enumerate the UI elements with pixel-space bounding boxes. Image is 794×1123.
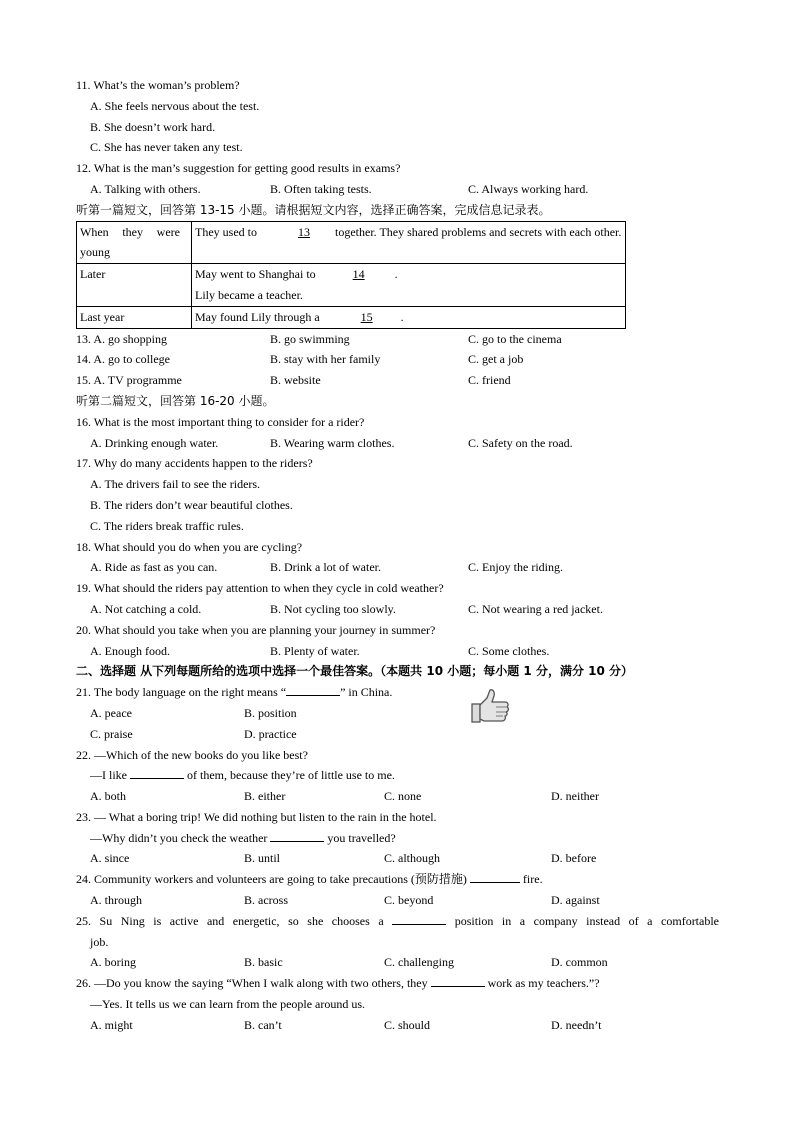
q26-blank[interactable] [431, 986, 485, 987]
q21-options-row1 [76, 703, 726, 724]
q16-options [76, 433, 726, 454]
q11-option-a[interactable]: A. She feels nervous about the test. [90, 98, 260, 113]
q24-option-d[interactable]: D. against [551, 893, 600, 908]
q20-option-a[interactable]: A. Enough food. [90, 643, 170, 658]
question-11-stem: 11. What’s the woman’s problem? [76, 78, 240, 92]
q26-post: work as my teachers.”? [487, 976, 600, 991]
question-17-stem: 17. Why do many accidents happen to the riders? [76, 456, 313, 471]
question-22-stem: 22. —Which of the new books do you like best? [76, 747, 308, 762]
q22-pre: —I like [90, 768, 127, 783]
passage-1-intro: 听第一篇短文，回答第 13-15 小题。请根据短文内容，选择正确答案，完成信息记录表。 [76, 202, 551, 217]
q17-option-c[interactable]: C. The riders break traffic rules. [90, 518, 244, 533]
q23-option-a[interactable]: A. since [90, 851, 130, 866]
q21-stem-post: ” in China. [340, 685, 393, 700]
q12-options [76, 179, 726, 200]
q15-option-a[interactable]: 15. A. TV programme [76, 373, 182, 388]
q21-option-d[interactable]: D. practice [244, 726, 297, 741]
section-2-header: 二、选择题 从下列每题所给的选项中选择一个最佳答案。（本题共 10 小题；每小题 1 分，满分 10 分） [76, 664, 633, 679]
row1-post: together. They shared problems and secrets with each other. [335, 224, 622, 239]
q18-option-b[interactable]: B. Drink a lot of water. [270, 560, 381, 575]
q16-option-b[interactable]: B. Wearing warm clothes. [270, 435, 395, 450]
blank-15[interactable]: 15 [360, 309, 373, 324]
row3-line: May found Lily through a 15 . [195, 307, 622, 328]
question-25-line2: job. [90, 934, 109, 949]
row2-line1: May went to Shanghai to 14 . [195, 264, 622, 285]
row2-pre: May went to Shanghai to [195, 267, 316, 282]
q24-option-b[interactable]: B. across [244, 893, 288, 908]
row2-line2: Lily became a teacher. [195, 287, 303, 302]
row3-label: Last year [80, 309, 125, 324]
passage-2-intro: 听第二篇短文，回答第 16-20 小题。 [76, 393, 275, 408]
row1-pre: They used to [195, 224, 257, 239]
q13-options [76, 329, 726, 350]
q25-option-d[interactable]: D. common [551, 955, 608, 970]
q24-option-c[interactable]: C. beyond [384, 893, 434, 908]
q12-option-a[interactable]: A. Talking with others. [90, 181, 201, 196]
q22-option-d[interactable]: D. neither [551, 789, 599, 804]
q21-blank[interactable] [286, 695, 340, 696]
question-25-stem [76, 911, 719, 932]
q22-option-b[interactable]: B. either [244, 789, 286, 804]
blank-14[interactable]: 14 [352, 267, 365, 282]
q14-options [76, 349, 726, 370]
row1-label: When they were young [80, 224, 180, 260]
table-row [77, 264, 626, 307]
table-content-cell [192, 221, 626, 264]
table-label-cell [77, 264, 192, 307]
q19-options [76, 599, 726, 620]
q21-stem-pre: 21. The body language on the right means “ [76, 685, 287, 700]
q25-option-b[interactable]: B. basic [244, 955, 283, 970]
q14-option-c[interactable]: C. get a job [468, 352, 524, 367]
blank-13[interactable]: 13 [298, 224, 310, 239]
q17-option-a[interactable]: A. The drivers fail to see the riders. [90, 477, 261, 492]
q24-options [76, 890, 726, 911]
q18-option-a[interactable]: A. Ride as fast as you can. [90, 560, 218, 575]
q23-blank[interactable] [270, 841, 324, 842]
q26-option-a[interactable]: A. might [90, 1017, 133, 1032]
question-19-stem: 19. What should the riders pay attention to when they cycle in cold weather? [76, 581, 444, 596]
q23-option-c[interactable]: C. although [384, 851, 440, 866]
q24-post: fire. [522, 872, 543, 887]
q13-option-a[interactable]: 13. A. go shopping [76, 331, 168, 346]
q26-option-c[interactable]: C. should [384, 1017, 431, 1032]
q14-option-b[interactable]: B. stay with her family [270, 352, 381, 367]
table-row [77, 221, 626, 264]
question-21-stem [76, 682, 726, 703]
row2-label: Later [80, 267, 106, 282]
thumbs-up-icon [470, 688, 510, 726]
q24-option-a[interactable]: A. through [90, 893, 142, 908]
table-label-cell [77, 221, 192, 264]
q22-options [76, 786, 726, 807]
q21-option-b[interactable]: B. position [244, 705, 297, 720]
q23-option-b[interactable]: B. until [244, 851, 281, 866]
q24-blank[interactable] [470, 882, 520, 883]
q12-option-b[interactable]: B. Often taking tests. [270, 181, 372, 196]
question-26-line2: —Yes. It tells us we can learn from the people around us. [90, 997, 366, 1012]
q24-pre: 24. Community workers and volunteers are going to take precautions (预防措施) [76, 872, 467, 887]
q18-option-c[interactable]: C. Enjoy the riding. [468, 560, 563, 575]
q26-option-d[interactable]: D. needn’t [551, 1017, 602, 1032]
question-23-stem: 23. — What a boring trip! We did nothing but listen to the rain in the hotel. [76, 809, 437, 824]
q23-option-d[interactable]: D. before [551, 851, 597, 866]
q26-options [76, 1015, 726, 1036]
row1-content [195, 222, 622, 243]
q11-option-c[interactable]: C. She has never taken any test. [90, 140, 243, 155]
q15-option-c[interactable]: C. friend [468, 373, 511, 388]
q19-option-a[interactable]: A. Not catching a cold. [90, 601, 202, 616]
q17-option-b[interactable]: B. The riders don’t wear beautiful clothes. [90, 497, 293, 512]
table-label-cell [77, 306, 192, 328]
question-23-line2 [76, 828, 726, 849]
q20-option-b[interactable]: B. Plenty of water. [270, 643, 360, 658]
question-16-stem: 16. What is the most important thing to consider for a rider? [76, 414, 365, 429]
q19-option-c[interactable]: C. Not wearing a red jacket. [468, 601, 603, 616]
q25-pre: 25. Su Ning is active and energetic, so she chooses a [76, 913, 384, 928]
q25-options [76, 952, 726, 973]
q15-option-b[interactable]: B. website [270, 373, 321, 388]
q16-option-c[interactable]: C. Safety on the road. [468, 435, 573, 450]
q21-options-row2 [76, 724, 726, 745]
q22-option-c[interactable]: C. none [384, 789, 422, 804]
q22-post: of them, because they’re of little use to me. [187, 768, 395, 783]
question-22-line2 [76, 765, 726, 786]
q16-option-a[interactable]: A. Drinking enough water. [90, 435, 219, 450]
table-content-cell [192, 306, 626, 328]
question-20-stem: 20. What should you take when you are planning your journey in summer? [76, 622, 436, 637]
exam-page [76, 75, 726, 1036]
q15-options [76, 370, 726, 391]
q20-option-c[interactable]: C. Some clothes. [468, 643, 550, 658]
q22-blank[interactable] [130, 778, 184, 779]
q11-option-b[interactable]: B. She doesn’t work hard. [90, 119, 216, 134]
question-24-stem [76, 869, 726, 890]
q19-option-b[interactable]: B. Not cycling too slowly. [270, 601, 396, 616]
q13-option-c[interactable]: C. go to the cinema [468, 331, 562, 346]
q22-option-a[interactable]: A. both [90, 789, 126, 804]
q26-option-b[interactable]: B. can’t [244, 1017, 282, 1032]
info-record-table [76, 221, 626, 329]
question-12-stem: 12. What is the man’s suggestion for getting good results in exams? [76, 161, 401, 176]
q23-pre: —Why didn’t you check the weather [90, 830, 268, 845]
q21-option-c[interactable]: C. praise [90, 726, 133, 741]
q23-options [76, 848, 726, 869]
q23-post: you travelled? [327, 830, 396, 845]
question-18-stem: 18. What should you do when you are cycling? [76, 539, 303, 554]
q21-option-a[interactable]: A. peace [90, 705, 132, 720]
q12-option-c[interactable]: C. Always working hard. [468, 181, 589, 196]
row3-pre: May found Lily through a [195, 309, 320, 324]
question-26-stem [76, 973, 726, 994]
q26-pre: 26. —Do you know the saying “When I walk along with two others, they [76, 976, 428, 991]
q14-option-a[interactable]: 14. A. go to college [76, 352, 170, 367]
q25-option-c[interactable]: C. challenging [384, 955, 454, 970]
q25-blank[interactable] [392, 924, 446, 925]
q13-option-b[interactable]: B. go swimming [270, 331, 350, 346]
q25-option-a[interactable]: A. boring [90, 955, 136, 970]
q20-options [76, 641, 726, 662]
table-content-cell [192, 264, 626, 307]
q18-options [76, 557, 726, 578]
q25-post: position in a company instead of a comfortable [454, 913, 720, 928]
table-row [77, 306, 626, 328]
